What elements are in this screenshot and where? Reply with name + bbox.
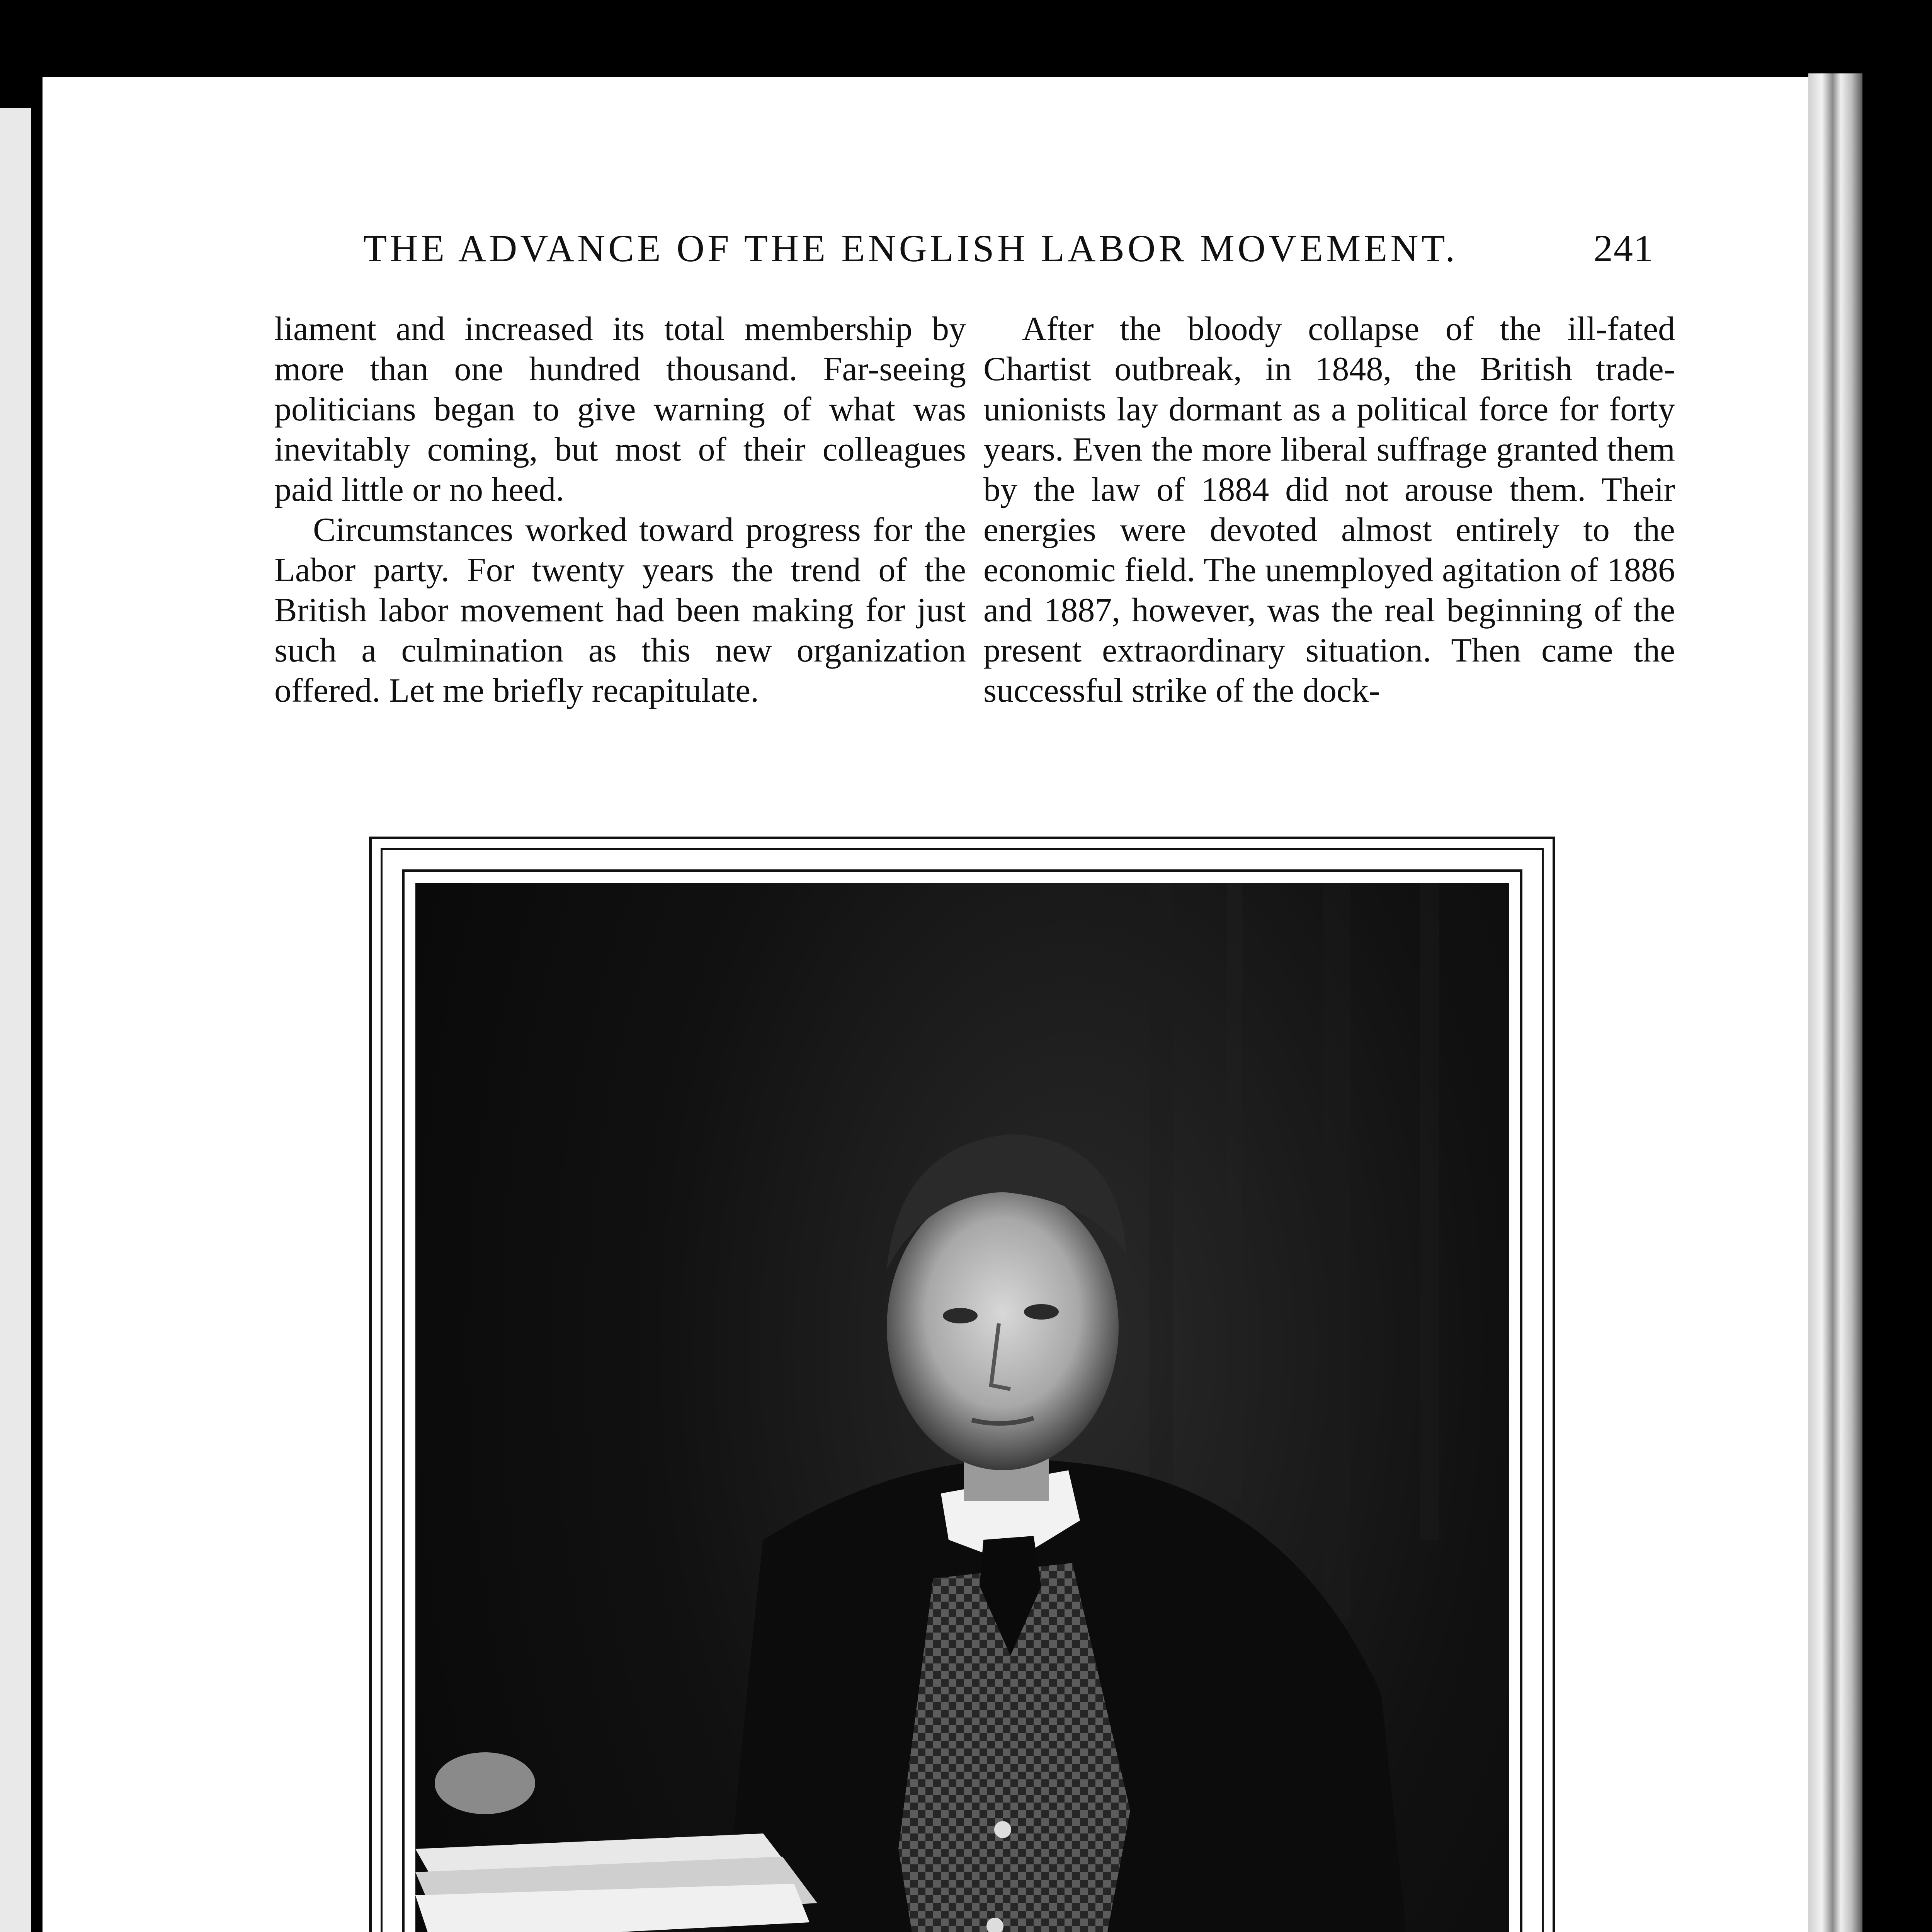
portrait-photograph <box>415 883 1509 1932</box>
running-head <box>363 226 1654 270</box>
portrait-figure <box>415 883 1509 1932</box>
paragraph: Circumstances worked toward progress for the Labor party. For twenty years the trend of the British labor movement had been making for just such a culmination as this new organization offered. Let me briefly recapitulate. <box>274 511 966 709</box>
running-head-title: THE ADVANCE OF THE ENGLISH LABOR MOVEMENT. <box>363 227 1458 270</box>
paragraph: liament and increased its total membership by more than one hundred thousand. Far-seeing politicians began to give warning of what was inevitably coming, but most of their colleagues paid little or no heed. <box>274 310 966 509</box>
page-number: 241 <box>1594 227 1654 270</box>
right-text-column <box>983 309 1675 711</box>
facing-page-edge <box>0 108 31 1932</box>
paragraph: After the bloody collapse of the ill-fated Chartist outbreak, in 1848, the British trade-unionists lay dormant as a political force for forty years. Even the more liberal suffrage granted them by the law of 1884 did not arouse them. Their energies were devoted almost entirely to the economic field. The unemployed agitation of 1886 and 1887, however, was the real beginning of the present extraordinary situation. Then came the successful strike of the dock- <box>983 310 1675 709</box>
page-stack-edge <box>1808 73 1862 1932</box>
gutter-shadow <box>32 108 41 1932</box>
left-text-column <box>274 309 966 711</box>
